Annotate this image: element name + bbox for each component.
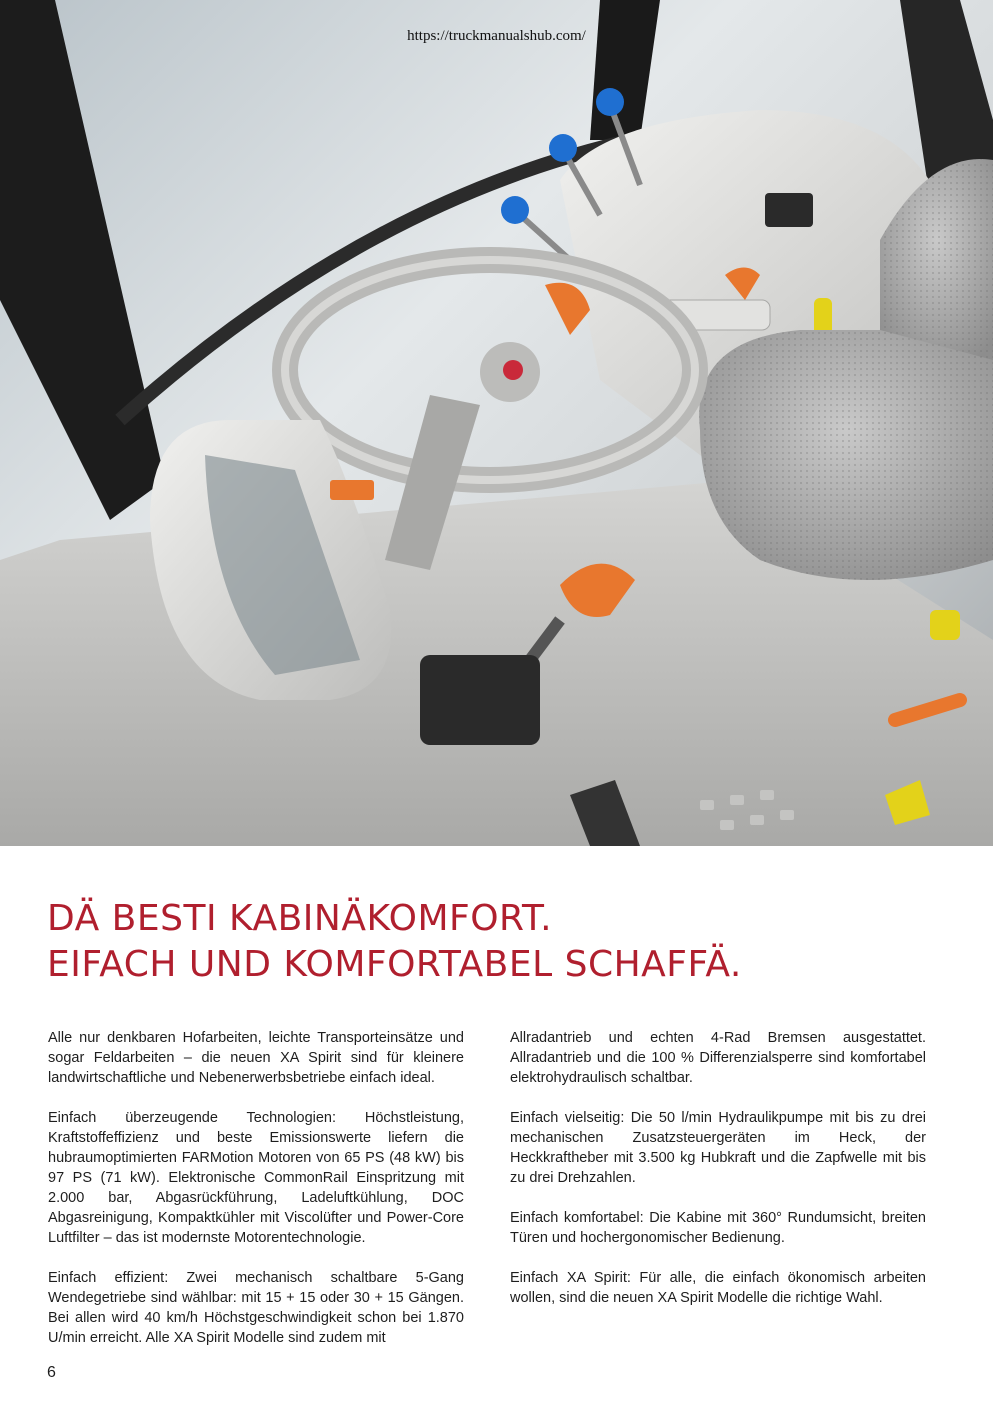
body-column-right	[510, 1028, 926, 1328]
paragraph: Allradantrieb und echten 4-Rad Bremsen ausgestattet. Allradantrieb und die 100 % Differenzialsperre sind komfortabel elektrohydraulisch schaltbar.	[510, 1030, 926, 1086]
page-number: 6	[47, 1364, 56, 1381]
headline-line-1: DÄ BESTI KABINÄKOMFORT.	[47, 898, 553, 939]
paragraph: Alle nur denkbaren Hofarbeiten, leichte Transporteinsätze und sogar Feldarbeiten – die neuen XA Spirit sind für kleinere landwirtschaftliche und Nebenerwerbsbetriebe einfach ideal.	[48, 1030, 464, 1086]
headline-line-2: EIFACH UND KOMFORTABEL SCHAFFÄ.	[47, 944, 742, 985]
source-url: https://truckmanualshub.com/	[407, 28, 586, 44]
paragraph: Einfach effizient: Zwei mechanisch schaltbare 5-Gang Wendegetriebe sind wählbar: mit 15 + 15 oder 30 + 15 Gängen. Bei allen wird 40 km/h Höchstgeschwindigkeit schon bei 1.870 U/min erreicht. Alle XA Spirit Modelle sind zudem mit	[48, 1270, 464, 1346]
paragraph: Einfach vielseitig: Die 50 l/min Hydraulikpumpe mit bis zu drei mechanischen Zusatzsteuergeräten im Heck, der Heckkraftheber mit 3.500 kg Hubkraft und die Zapfwelle mit bis zu drei Drehzahlen.	[510, 1110, 926, 1186]
paragraph: Einfach überzeugende Technologien: Höchstleistung, Kraftstoffeffizienz und beste Emissionswerte liefern die hubraumoptimierten FARMotion Motoren von 65 PS (48 kW) bis 97 PS (71 kW). Elektronische CommonRail Einspritzung mit 2.000 bar, Abgasrückführung, Ladeluftkühlung, DOC Abgasreinigung, Kompaktkühler mit Viscolüfter und Power-Core Luftfilter – das ist modernste Motorentechnologie.	[48, 1110, 464, 1246]
paragraph: Einfach XA Spirit: Für alle, die einfach ökonomisch arbeiten wollen, sind die neuen XA Spirit Modelle die richtige Wahl.	[510, 1270, 926, 1306]
body-column-left	[48, 1028, 464, 1368]
page-headline	[47, 896, 742, 988]
paragraph: Einfach komfortabel: Die Kabine mit 360° Rundumsicht, breiten Türen und hochergonomischer Bedienung.	[510, 1210, 926, 1246]
